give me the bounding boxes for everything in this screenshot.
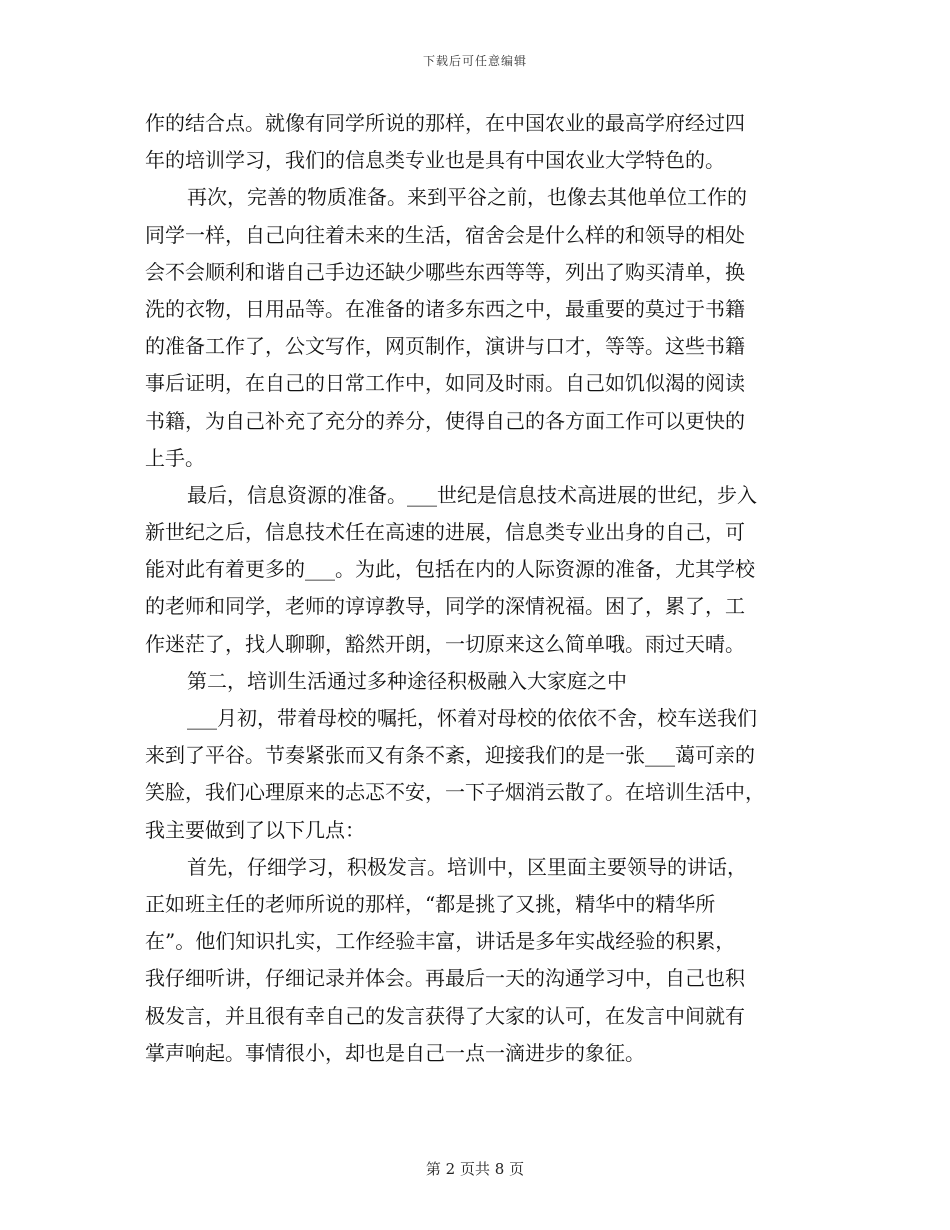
text-line: 能对此有着更多的___。为此，包括在内的人际资源的准备，尤其学校 [145,557,755,582]
text-line: 作迷茫了，找人聊聊，豁然开朗，一切原来这么简单哦。雨过天晴。 [145,631,745,656]
text-line: 极发言，并且很有幸自己的发言获得了大家的认可，在发言中间就有 [145,1003,745,1028]
text-line: 我仔细听讲，仔细记录并体会。再最后一天的沟通学习中，自己也积 [145,966,745,991]
page-footer: 第 2 页共 8 页 [425,1160,525,1178]
text-line: 同学一样，自己向往着未来的生活，宿舍会是什么样的和领导的相处 [145,222,745,247]
text-line: 事后证明，在自己的日常工作中，如同及时雨。自己如饥似渴的阅读 [145,371,745,396]
text-line: 年的培训学习，我们的信息类专业也是具有中国农业大学特色的。 [145,148,725,173]
text-line: 最后，信息资源的准备。___世纪是信息技术高进展的世纪，步入 [187,482,757,507]
page-header: 下载后可任意编辑 [422,54,527,68]
text-line: 洗的衣物，日用品等。在准备的诸多东西之中，最重要的莫过于书籍 [145,296,745,321]
text-line: 的准备工作了，公文写作，网页制作，演讲与口才，等等。这些书籍 [145,334,745,359]
text-line: 在”。他们知识扎实，工作经验丰富，讲话是多年实战经验的积累， [145,929,736,954]
text-line: 会不会顺利和谐自己手边还缺少哪些东西等等，列出了购买清单，换 [145,259,745,284]
text-line: 上手。 [145,445,205,470]
text-line: 新世纪之后，信息技术任在高速的进展，信息类专业出身的自己，可 [145,520,745,545]
text-line: 再次，完善的物质准备。来到平谷之前，也像去其他单位工作的 [187,185,747,210]
text-line: ___月初，带着母校的嘱托，怀着对母校的依依不舍，校车送我们 [187,706,757,730]
text-line: 作的结合点。就像有同学所说的那样，在中国农业的最高学府经过四 [145,111,745,135]
text-line: 的老师和同学，老师的谆谆教导，同学的深情祝福。困了，累了，工 [145,594,745,619]
text-line: 正如班主任的老师所说的那样，“都是挑了又挑，精华中的精华所 [145,891,716,916]
text-line: 笑脸，我们心理原来的忐忑不安，一下子烟消云散了。在培训生活中， [145,780,765,805]
text-line: 来到了平谷。节奏紧张而又有条不紊，迎接我们的是一张___蔼可亲的 [145,743,755,768]
document-body [145,105,810,1072]
text-line: 第二，培训生活通过多种途径积极融入大家庭之中 [187,668,627,693]
text-line: 我主要做到了以下几点： [145,817,365,842]
text-line: 书籍，为自己补充了充分的养分，使得自己的各方面工作可以更快的 [145,408,745,433]
text-line: 掌声响起。事情很小，却也是自己一点一滴进步的象征。 [145,1040,645,1065]
text-line: 首先，仔细学习，积极发言。培训中，区里面主要领导的讲话， [187,854,747,879]
